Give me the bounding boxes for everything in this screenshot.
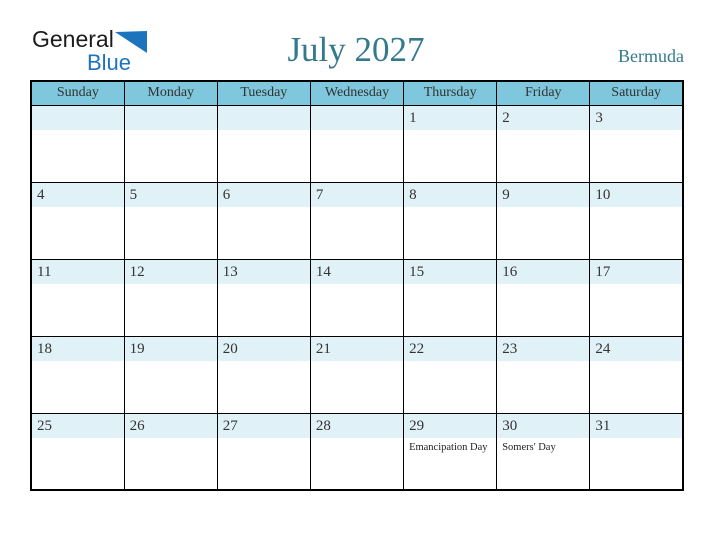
day-cell — [404, 182, 497, 259]
day-number: 18 — [37, 340, 52, 357]
day-cell — [310, 259, 403, 336]
day-cell — [310, 105, 403, 182]
day-number-strip — [590, 106, 682, 130]
day-cell — [404, 413, 497, 490]
logo-text-blue: Blue — [86, 50, 131, 75]
day-cell — [217, 259, 310, 336]
calendar-title: July 2027 — [287, 30, 425, 69]
weekday-header-monday: Monday — [124, 81, 217, 105]
day-number: 30 — [502, 417, 518, 434]
day-cell — [310, 182, 403, 259]
day-number-strip — [125, 337, 217, 361]
weekday-header-thursday: Thursday — [404, 81, 497, 105]
day-number: 25 — [37, 417, 52, 434]
day-cell — [124, 413, 217, 490]
weekday-header-sunday: Sunday — [31, 81, 124, 105]
weekday-header-friday: Friday — [497, 81, 590, 105]
day-number-strip — [497, 414, 589, 438]
calendar-body — [31, 105, 683, 490]
day-number-strip — [125, 414, 217, 438]
day-cell — [124, 105, 217, 182]
day-number: 2 — [502, 109, 510, 126]
calendar-week-row — [31, 259, 683, 336]
day-cell — [590, 105, 683, 182]
day-number-strip — [311, 414, 403, 438]
day-number-strip — [125, 183, 217, 207]
day-cell — [217, 105, 310, 182]
day-number: 12 — [129, 263, 145, 280]
day-number: 1 — [409, 109, 417, 126]
day-cell — [590, 413, 683, 490]
day-number: 10 — [595, 186, 611, 203]
day-cell — [404, 105, 497, 182]
day-number: 20 — [222, 340, 238, 357]
day-number-strip — [590, 183, 682, 207]
day-cell — [404, 259, 497, 336]
day-number-strip — [32, 106, 124, 130]
weekday-header-saturday: Saturday — [590, 81, 683, 105]
day-cell — [590, 182, 683, 259]
day-number-strip — [497, 337, 589, 361]
day-number-strip — [404, 414, 496, 438]
day-number: 13 — [222, 263, 238, 280]
day-number-strip — [218, 260, 310, 284]
weekday-header-row — [31, 81, 683, 105]
day-number-strip — [404, 337, 496, 361]
day-cell — [124, 182, 217, 259]
day-cell — [31, 413, 124, 490]
day-number-strip — [125, 260, 217, 284]
day-number-strip — [218, 337, 310, 361]
day-number: 8 — [409, 186, 417, 203]
day-number: 23 — [502, 340, 518, 357]
day-number: 15 — [409, 263, 425, 280]
day-number: 31 — [595, 417, 611, 434]
day-cell — [590, 336, 683, 413]
day-cell — [497, 413, 590, 490]
calendar-week-row — [31, 413, 683, 490]
day-number-strip — [32, 183, 124, 207]
day-number-strip — [497, 260, 589, 284]
day-cell — [31, 259, 124, 336]
day-number: 21 — [315, 340, 331, 357]
day-number: 29 — [409, 417, 425, 434]
day-number-strip — [311, 260, 403, 284]
logo-text-general: General — [32, 26, 114, 52]
day-cell — [590, 259, 683, 336]
day-cell — [124, 259, 217, 336]
region-label: Bermuda — [618, 46, 684, 66]
day-cell — [124, 336, 217, 413]
day-cell — [404, 336, 497, 413]
day-number: 14 — [315, 263, 331, 280]
day-number: 4 — [37, 186, 45, 203]
day-number-strip — [125, 106, 217, 130]
day-number: 11 — [37, 263, 52, 280]
day-cell — [217, 413, 310, 490]
day-cell — [497, 105, 590, 182]
day-number-strip — [311, 183, 403, 207]
day-number: 17 — [595, 263, 611, 280]
day-number: 28 — [315, 417, 331, 434]
calendar-table — [30, 80, 684, 491]
day-number: 5 — [129, 186, 138, 203]
day-number-strip — [32, 260, 124, 284]
day-cell — [31, 336, 124, 413]
day-number-strip — [218, 414, 310, 438]
day-cell — [310, 336, 403, 413]
day-number: 3 — [595, 109, 603, 126]
holiday-label: Somers' Day — [502, 441, 556, 453]
day-number: 27 — [222, 417, 238, 434]
day-number: 22 — [409, 340, 425, 357]
day-number-strip — [311, 337, 403, 361]
day-cell — [497, 182, 590, 259]
weekday-header-wednesday: Wednesday — [310, 81, 403, 105]
day-number-strip — [404, 106, 496, 130]
day-cell — [31, 182, 124, 259]
calendar-week-row — [31, 182, 683, 259]
holiday-label: Emancipation Day — [409, 441, 488, 453]
day-number-strip — [218, 106, 310, 130]
day-number-strip — [497, 106, 589, 130]
day-cell — [217, 182, 310, 259]
day-number: 26 — [129, 417, 145, 434]
day-number: 9 — [502, 186, 510, 203]
weekday-header-tuesday: Tuesday — [217, 81, 310, 105]
day-number: 19 — [129, 340, 145, 357]
day-number-strip — [590, 260, 682, 284]
day-number-strip — [32, 414, 124, 438]
day-cell — [497, 259, 590, 336]
day-number: 7 — [315, 186, 324, 203]
day-number-strip — [404, 183, 496, 207]
day-number-strip — [32, 337, 124, 361]
day-number-strip — [497, 183, 589, 207]
day-number-strip — [590, 337, 682, 361]
calendar-week-row — [31, 336, 683, 413]
day-number: 16 — [502, 263, 518, 280]
day-cell — [31, 105, 124, 182]
calendar-week-row — [31, 105, 683, 182]
day-cell — [310, 413, 403, 490]
day-cell — [217, 336, 310, 413]
day-number-strip — [404, 260, 496, 284]
day-number: 6 — [222, 186, 231, 203]
day-number-strip — [218, 183, 310, 207]
day-cell — [497, 336, 590, 413]
day-number-strip — [590, 414, 682, 438]
day-number-strip — [311, 106, 403, 130]
day-number: 24 — [595, 340, 611, 357]
